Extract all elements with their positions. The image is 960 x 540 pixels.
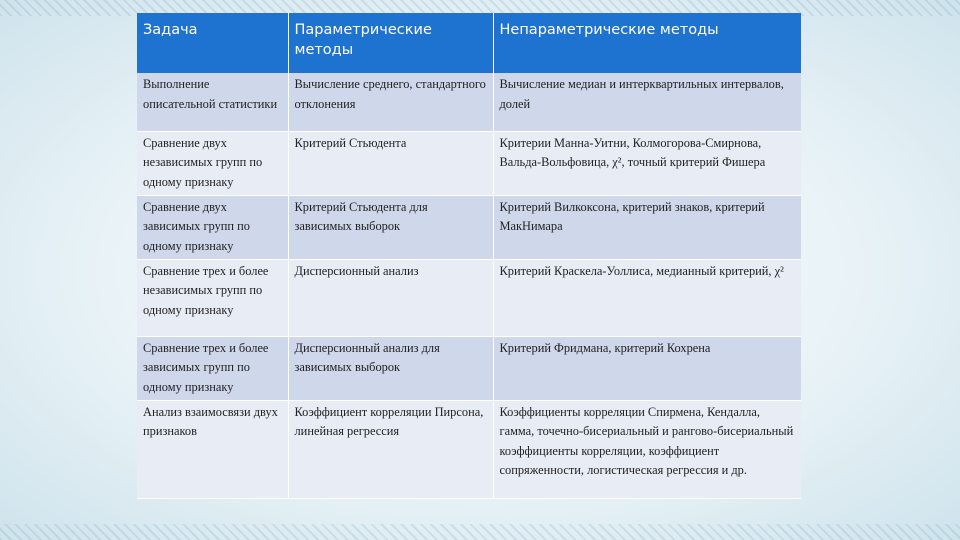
parametric-cell: Дисперсионный анализ: [288, 259, 493, 336]
task-cell: Сравнение двух зависимых групп по одному признаку: [137, 195, 288, 259]
methods-table: [137, 13, 801, 499]
parametric-cell: Критерий Стьюдента для зависимых выборок: [288, 195, 493, 259]
nonparametric-cell: Критерий Краскела-Уоллиса, медианный критерий, χ²: [493, 259, 801, 336]
parametric-cell: Дисперсионный анализ для зависимых выборок: [288, 336, 493, 400]
header-task: Задача: [137, 13, 288, 73]
bottom-decorative-stripes: [0, 524, 960, 540]
table-row: [137, 73, 801, 131]
nonparametric-cell: Критерий Вилкоксона, критерий знаков, критерий МакНимара: [493, 195, 801, 259]
table-row: [137, 259, 801, 336]
task-cell: Сравнение трех и более зависимых групп по одному признаку: [137, 336, 288, 400]
nonparametric-cell: Коэффициенты корреляции Спирмена, Кендалла, гамма, точечно-бисериальный и рангово-бисериальный коэффициенты корреляции, коэффициент сопряженности, логистическая регрессия и др.: [493, 400, 801, 498]
task-cell: Сравнение трех и более независимых групп по одному признаку: [137, 259, 288, 336]
parametric-cell: Критерий Стьюдента: [288, 131, 493, 195]
table-row: [137, 195, 801, 259]
header-nonparametric: Непараметрические методы: [493, 13, 801, 73]
task-cell: Анализ взаимосвязи двух признаков: [137, 400, 288, 498]
table-header-row: [137, 13, 801, 73]
table-row: [137, 336, 801, 400]
table-row: [137, 400, 801, 498]
header-parametric: Параметрические методы: [288, 13, 493, 73]
nonparametric-cell: Критерии Манна-Уитни, Колмогорова-Смирнова, Вальда-Вольфовица, χ², точный критерий Фишера: [493, 131, 801, 195]
parametric-cell: Коэффициент корреляции Пирсона, линейная регрессия: [288, 400, 493, 498]
nonparametric-cell: Критерий Фридмана, критерий Кохрена: [493, 336, 801, 400]
task-cell: Сравнение двух независимых групп по одному признаку: [137, 131, 288, 195]
table-row: [137, 131, 801, 195]
task-cell: Выполнение описательной статистики: [137, 73, 288, 131]
nonparametric-cell: Вычисление медиан и интерквартильных интервалов, долей: [493, 73, 801, 131]
parametric-cell: Вычисление среднего, стандартного отклонения: [288, 73, 493, 131]
